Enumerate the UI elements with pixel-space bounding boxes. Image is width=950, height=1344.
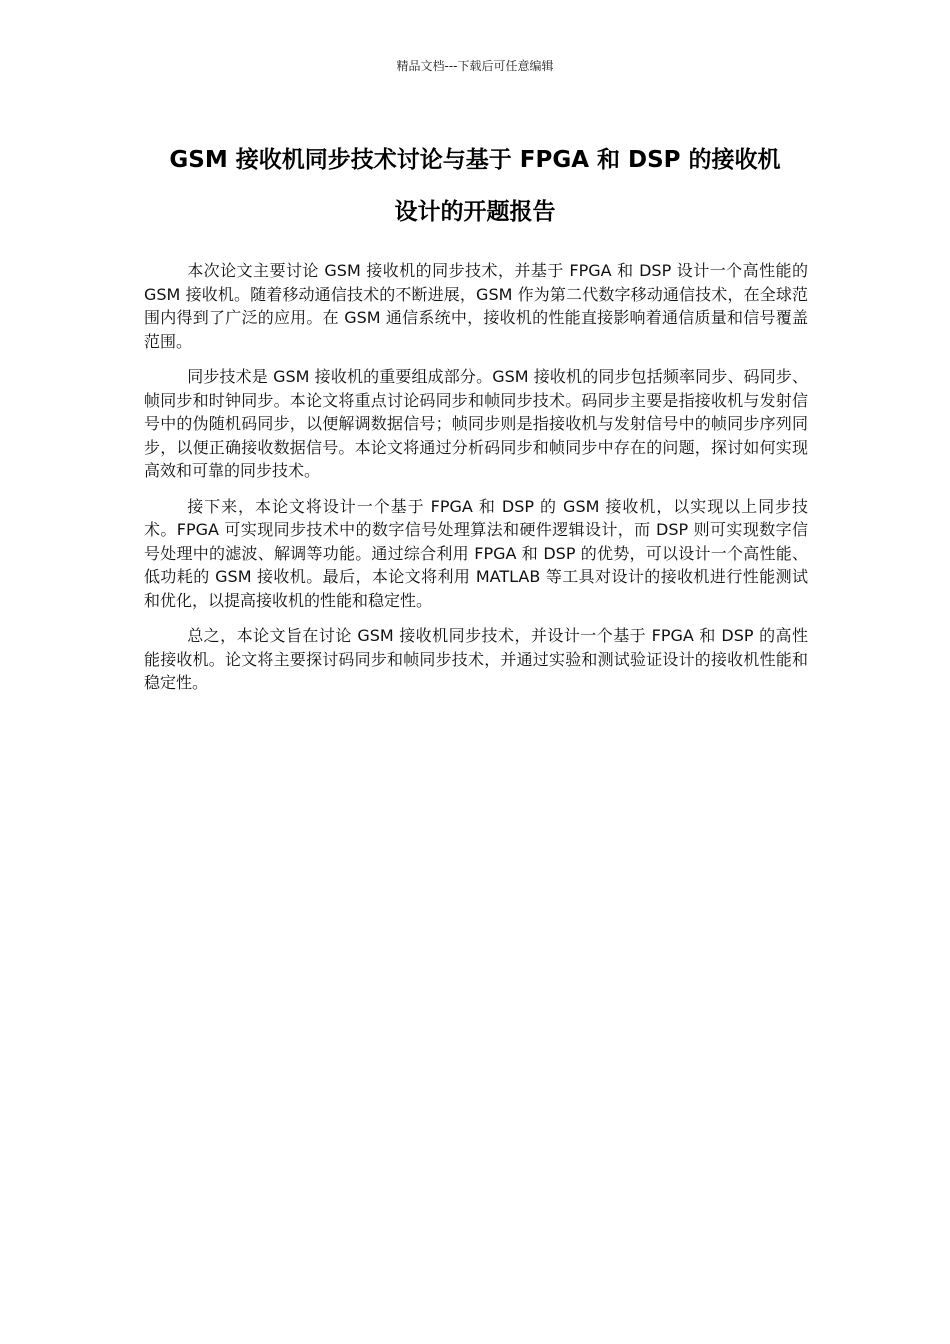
document-title — [100, 134, 850, 238]
page-header: 精品文档---下载后可任意编辑 — [396, 59, 554, 73]
document-body — [144, 259, 808, 707]
paragraph-2: 同步技术是 GSM 接收机的重要组成部分。GSM 接收机的同步包括频率同步、码同步、帧同步和时钟同步。本论文将重点讨论码同步和帧同步技术。码同步主要是指接收机与发射信号中的伪随机码同步，以便解调数据信号；帧同步则是指接收机与发射信号中的帧同步序列同步，以便正确接收数据信号。本论文将通过分析码同步和帧同步中存在的问题，探讨如何实现高效和可靠的同步技术。 — [144, 367, 808, 480]
paragraph-3: 接下来，本论文将设计一个基于 FPGA 和 DSP 的 GSM 接收机，以实现以上同步技术。FPGA 可实现同步技术中的数字信号处理算法和硬件逻辑设计，而 DSP 则可实现数字信号处理中的滤波、解调等功能。通过综合利用 FPGA 和 DSP 的优势，可以设计一个高性能、低功耗的 GSM 接收机。最后，本论文将利用 MATLAB 等工具对设计的接收机进行性能测试和优化，以提高接收机的性能和稳定性。 — [144, 496, 808, 610]
document-title-line-2: 设计的开题报告 — [394, 199, 556, 225]
document-title-line-1: GSM 接收机同步技术讨论与基于 FPGA 和 DSP 的接收机 — [169, 147, 781, 173]
paragraph-4: 总之，本论文旨在讨论 GSM 接收机同步技术，并设计一个基于 FPGA 和 DSP 的高性能接收机。论文将主要探讨码同步和帧同步技术，并通过实验和测试验证设计的接收机性能和稳定性。 — [144, 626, 808, 692]
paragraph-1: 本次论文主要讨论 GSM 接收机的同步技术，并基于 FPGA 和 DSP 设计一个高性能的 GSM 接收机。随着移动通信技术的不断进展，GSM 作为第二代数字移动通信技术，在全球范围内得到了广泛的应用。在 GSM 通信系统中，接收机的性能直接影响着通信质量和信号覆盖范围。 — [144, 261, 808, 351]
